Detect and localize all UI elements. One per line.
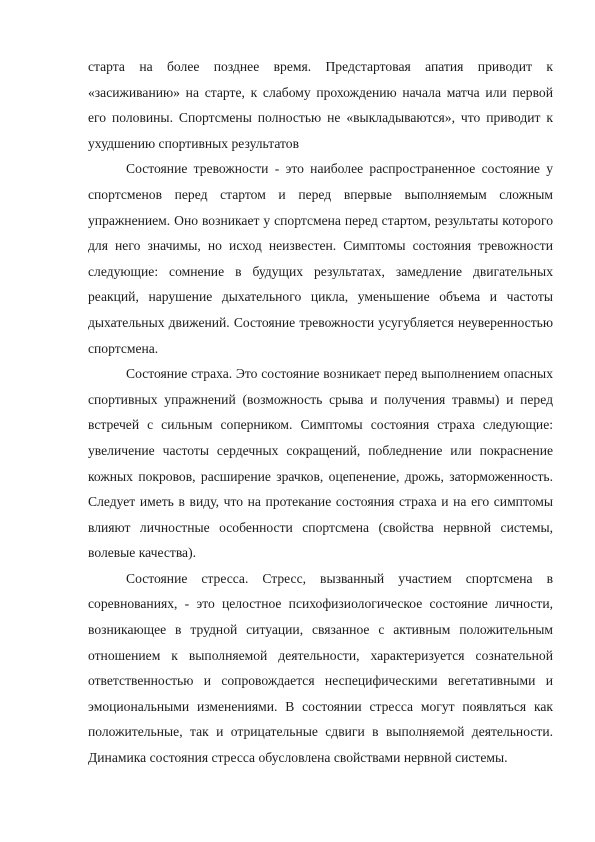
paragraph-stress: Состояние стресса. Стресс, вызванный участием спортсмена в соревнованиях, - это целостное психофизиологическое состояние личности, возникающее в трудной ситуации, связанное с активным положительным отношением к выполняемой деятельности, характеризуется сознательной ответственностью и сопровождается неспецифическими вегетативными и эмоциональными изменениями. В состоянии стресса могут появляться как положительные, так и отрицательные сдвиги в выполняемой деятельности. Динамика состояния стресса обусловлена свойствами нервной системы. [88,570,553,766]
paragraph-fear: Состояние страха. Это состояние возникает перед выполнением опасных спортивных упражнений (возможность срыва и получения травмы) и перед встречей с сильным соперником. Симптомы состояния страха следующие: увеличение частоты сердечных сокращений, побледнение или покраснение кожных покровов, расширение зрачков, оцепенение, дрожь, заторможенность. Следует иметь в виду, что на протекание состояния страха и на его симптомы влияют личностные особенности спортсмена (свойства нервной системы, волевые качества). [88,366,553,561]
paragraph-anxiety: Состояние тревожности - это наиболее распространенное состояние у спортсменов перед стартом и перед впервые выполняемым сложным упражнением. Оно возникает у спортсмена перед стартом, результаты которого для него значимы, но исход неизвестен. Симптомы состояния тревожности следующие: сомнение в будущих результатах, замедление двигательных реакций, нарушение дыхательного цикла, уменьшение объема и частоты дыхательных движений. Состояние тревожности усугубляется неуверенностью спортсмена. [88,161,553,356]
body-text [88,54,553,771]
paragraph-apathy-continuation: старта на более позднее время. Предстартовая апатия приводит к «засиживанию» на старте, к слабому прохождению начала матча или первой его половины. Спортсмены полностью не «выкладываются», что приводит к ухудшению спортивных результатов [88,59,553,151]
